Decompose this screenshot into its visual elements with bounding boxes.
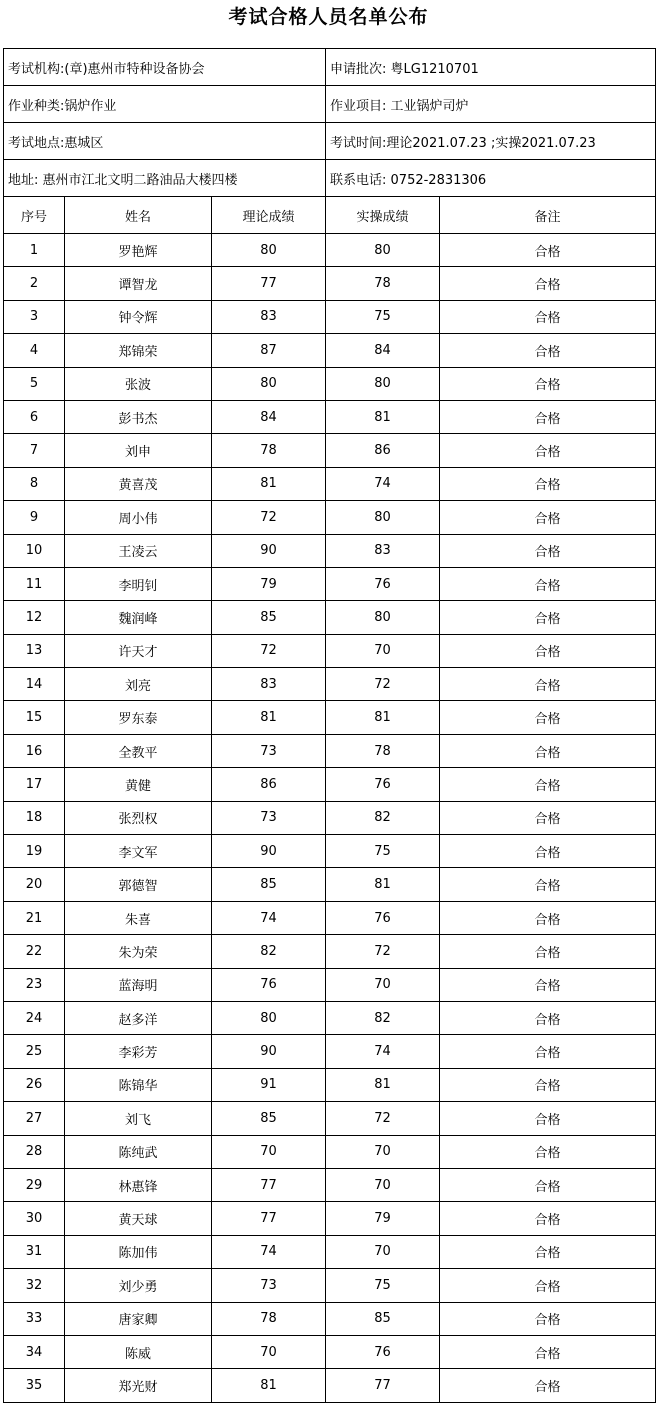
table-row: [4, 1001, 656, 1034]
person-name: 全教平: [65, 734, 212, 767]
person-name: 唐家卿: [65, 1302, 212, 1335]
table-row: [4, 567, 656, 600]
contact-phone: 联系电话: 0752-2831306: [326, 160, 656, 197]
remark: 合格: [440, 1102, 656, 1135]
person-name: 郭德智: [65, 868, 212, 901]
row-number: 10: [4, 534, 65, 567]
table-row: [4, 901, 656, 934]
remark: 合格: [440, 534, 656, 567]
remark: 合格: [440, 901, 656, 934]
person-name: 许天才: [65, 634, 212, 667]
practical-score: 77: [326, 1369, 440, 1402]
remark: 合格: [440, 968, 656, 1001]
page-title: 考试合格人员名单公布: [228, 6, 429, 28]
practical-score: 81: [326, 701, 440, 734]
remark: 合格: [440, 801, 656, 834]
row-number: 15: [4, 701, 65, 734]
remark: 合格: [440, 835, 656, 868]
person-name: 陈纯武: [65, 1135, 212, 1168]
table-row: [4, 1369, 656, 1402]
row-number: 26: [4, 1068, 65, 1101]
practical-score: 72: [326, 935, 440, 968]
theory-score: 78: [212, 1302, 326, 1335]
practical-score: 75: [326, 1269, 440, 1302]
row-number: 13: [4, 634, 65, 667]
theory-score: 80: [212, 1001, 326, 1034]
theory-score: 87: [212, 334, 326, 367]
table-row: [4, 334, 656, 367]
remark: 合格: [440, 1369, 656, 1402]
person-name: 李明钊: [65, 567, 212, 600]
person-name: 刘亮: [65, 668, 212, 701]
theory-score: 74: [212, 1235, 326, 1268]
practical-score: 75: [326, 300, 440, 333]
practical-score: 81: [326, 868, 440, 901]
theory-score: 73: [212, 734, 326, 767]
practical-score: 80: [326, 234, 440, 267]
remark: 合格: [440, 1302, 656, 1335]
person-name: 彭书杰: [65, 400, 212, 433]
application-batch: 申请批次: 粤LG1210701: [326, 49, 656, 86]
remark: 合格: [440, 701, 656, 734]
theory-score: 84: [212, 400, 326, 433]
row-number: 22: [4, 935, 65, 968]
person-name: 刘少勇: [65, 1269, 212, 1302]
practical-score: 85: [326, 1302, 440, 1335]
remark: 合格: [440, 1068, 656, 1101]
person-name: 朱为荣: [65, 935, 212, 968]
table-row: [4, 467, 656, 500]
practical-score: 81: [326, 1068, 440, 1101]
row-number: 33: [4, 1302, 65, 1335]
row-number: 32: [4, 1269, 65, 1302]
column-header: 序号: [4, 197, 65, 234]
person-name: 朱喜: [65, 901, 212, 934]
row-number: 25: [4, 1035, 65, 1068]
remark: 合格: [440, 734, 656, 767]
remark: 合格: [440, 234, 656, 267]
person-name: 李彩芳: [65, 1035, 212, 1068]
person-name: 陈威: [65, 1335, 212, 1368]
theory-score: 83: [212, 668, 326, 701]
table-row: [4, 1269, 656, 1302]
table-row: [4, 768, 656, 801]
table-row: [4, 434, 656, 467]
row-number: 29: [4, 1168, 65, 1201]
remark: 合格: [440, 935, 656, 968]
row-number: 1: [4, 234, 65, 267]
person-name: 李文军: [65, 835, 212, 868]
practical-score: 76: [326, 901, 440, 934]
person-name: 周小伟: [65, 501, 212, 534]
remark: 合格: [440, 1202, 656, 1235]
row-number: 30: [4, 1202, 65, 1235]
practical-score: 70: [326, 634, 440, 667]
table-row: [4, 267, 656, 300]
theory-score: 83: [212, 300, 326, 333]
practical-score: 78: [326, 734, 440, 767]
practical-score: 74: [326, 1035, 440, 1068]
table-row: [4, 801, 656, 834]
remark: 合格: [440, 601, 656, 634]
remark: 合格: [440, 267, 656, 300]
theory-score: 72: [212, 501, 326, 534]
theory-score: 85: [212, 1102, 326, 1135]
row-number: 28: [4, 1135, 65, 1168]
table-row: [4, 1068, 656, 1101]
row-number: 12: [4, 601, 65, 634]
remark: 合格: [440, 467, 656, 500]
roster-table: [3, 48, 656, 1403]
column-header: 实操成绩: [326, 197, 440, 234]
theory-score: 81: [212, 701, 326, 734]
table-row: [4, 868, 656, 901]
remark: 合格: [440, 668, 656, 701]
remark: 合格: [440, 334, 656, 367]
table-row: [4, 968, 656, 1001]
person-name: 林惠锋: [65, 1168, 212, 1201]
practical-score: 80: [326, 367, 440, 400]
table-row: [4, 534, 656, 567]
table-row: [4, 1202, 656, 1235]
table-row: [4, 634, 656, 667]
practical-score: 76: [326, 1335, 440, 1368]
column-header: 备注: [440, 197, 656, 234]
table-row: [4, 1135, 656, 1168]
work-category: 作业种类:锅炉作业: [4, 86, 326, 123]
practical-score: 70: [326, 968, 440, 1001]
practical-score: 80: [326, 601, 440, 634]
row-number: 11: [4, 567, 65, 600]
person-name: 陈加伟: [65, 1235, 212, 1268]
theory-score: 70: [212, 1135, 326, 1168]
theory-score: 77: [212, 1168, 326, 1201]
remark: 合格: [440, 1235, 656, 1268]
table-row: [4, 367, 656, 400]
theory-score: 77: [212, 1202, 326, 1235]
remark: 合格: [440, 868, 656, 901]
theory-score: 90: [212, 1035, 326, 1068]
person-name: 蓝海明: [65, 968, 212, 1001]
practical-score: 79: [326, 1202, 440, 1235]
theory-score: 85: [212, 868, 326, 901]
practical-score: 76: [326, 567, 440, 600]
row-number: 6: [4, 400, 65, 433]
person-name: 张波: [65, 367, 212, 400]
row-number: 7: [4, 434, 65, 467]
row-number: 21: [4, 901, 65, 934]
theory-score: 73: [212, 801, 326, 834]
practical-score: 81: [326, 400, 440, 433]
person-name: 谭智龙: [65, 267, 212, 300]
person-name: 陈锦华: [65, 1068, 212, 1101]
row-number: 31: [4, 1235, 65, 1268]
table-row: [4, 1302, 656, 1335]
remark: 合格: [440, 1001, 656, 1034]
person-name: 刘申: [65, 434, 212, 467]
remark: 合格: [440, 1035, 656, 1068]
person-name: 黄喜茂: [65, 467, 212, 500]
theory-score: 73: [212, 1269, 326, 1302]
table-row: [4, 1335, 656, 1368]
row-number: 18: [4, 801, 65, 834]
exam-time: 考试时间:理论2021.07.23 ;实操2021.07.23: [326, 123, 656, 160]
practical-score: 75: [326, 835, 440, 868]
table-row: [4, 1102, 656, 1135]
table-row: [4, 835, 656, 868]
table-row: [4, 668, 656, 701]
person-name: 张烈权: [65, 801, 212, 834]
theory-score: 81: [212, 1369, 326, 1402]
theory-score: 80: [212, 234, 326, 267]
theory-score: 86: [212, 768, 326, 801]
practical-score: 72: [326, 668, 440, 701]
row-number: 14: [4, 668, 65, 701]
practical-score: 70: [326, 1135, 440, 1168]
theory-score: 90: [212, 835, 326, 868]
table-row: [4, 234, 656, 267]
row-number: 17: [4, 768, 65, 801]
theory-score: 72: [212, 634, 326, 667]
remark: 合格: [440, 634, 656, 667]
practical-score: 84: [326, 334, 440, 367]
row-number: 20: [4, 868, 65, 901]
remark: 合格: [440, 501, 656, 534]
remark: 合格: [440, 1335, 656, 1368]
column-header: 理论成绩: [212, 197, 326, 234]
practical-score: 70: [326, 1235, 440, 1268]
column-header: 姓名: [65, 197, 212, 234]
row-number: 24: [4, 1001, 65, 1034]
table-row: [4, 300, 656, 333]
row-number: 34: [4, 1335, 65, 1368]
row-number: 3: [4, 300, 65, 333]
table-row: [4, 1035, 656, 1068]
table-header-row: [4, 197, 656, 234]
theory-score: 77: [212, 267, 326, 300]
remark: 合格: [440, 768, 656, 801]
practical-score: 74: [326, 467, 440, 500]
row-number: 9: [4, 501, 65, 534]
person-name: 郑光财: [65, 1369, 212, 1402]
row-number: 8: [4, 467, 65, 500]
work-item: 作业项目: 工业锅炉司炉: [326, 86, 656, 123]
theory-score: 79: [212, 567, 326, 600]
practical-score: 76: [326, 768, 440, 801]
table-row: [4, 1168, 656, 1201]
practical-score: 86: [326, 434, 440, 467]
practical-score: 83: [326, 534, 440, 567]
person-name: 钟令辉: [65, 300, 212, 333]
person-name: 刘飞: [65, 1102, 212, 1135]
row-number: 35: [4, 1369, 65, 1402]
practical-score: 82: [326, 1001, 440, 1034]
theory-score: 85: [212, 601, 326, 634]
address: 地址: 惠州市江北文明二路油品大楼四楼: [4, 160, 326, 197]
person-name: 罗艳辉: [65, 234, 212, 267]
row-number: 27: [4, 1102, 65, 1135]
row-number: 23: [4, 968, 65, 1001]
person-name: 王凌云: [65, 534, 212, 567]
row-number: 16: [4, 734, 65, 767]
row-number: 19: [4, 835, 65, 868]
row-number: 2: [4, 267, 65, 300]
remark: 合格: [440, 567, 656, 600]
table-row: [4, 501, 656, 534]
info-row-org: [4, 49, 656, 86]
person-name: 黄健: [65, 768, 212, 801]
remark: 合格: [440, 1269, 656, 1302]
exam-org: 考试机构:(章)惠州市特种设备协会: [4, 49, 326, 86]
theory-score: 81: [212, 467, 326, 500]
practical-score: 78: [326, 267, 440, 300]
practical-score: 82: [326, 801, 440, 834]
person-name: 魏润峰: [65, 601, 212, 634]
theory-score: 82: [212, 935, 326, 968]
remark: 合格: [440, 400, 656, 433]
practical-score: 70: [326, 1168, 440, 1201]
info-row-location: [4, 123, 656, 160]
remark: 合格: [440, 1168, 656, 1201]
table-row: [4, 701, 656, 734]
theory-score: 78: [212, 434, 326, 467]
theory-score: 80: [212, 367, 326, 400]
remark: 合格: [440, 367, 656, 400]
table-row: [4, 935, 656, 968]
theory-score: 90: [212, 534, 326, 567]
exam-location: 考试地点:惠城区: [4, 123, 326, 160]
person-name: 罗东泰: [65, 701, 212, 734]
table-row: [4, 400, 656, 433]
practical-score: 80: [326, 501, 440, 534]
info-row-address: [4, 160, 656, 197]
person-name: 赵多洋: [65, 1001, 212, 1034]
remark: 合格: [440, 1135, 656, 1168]
theory-score: 76: [212, 968, 326, 1001]
remark: 合格: [440, 300, 656, 333]
practical-score: 72: [326, 1102, 440, 1135]
row-number: 5: [4, 367, 65, 400]
theory-score: 70: [212, 1335, 326, 1368]
remark: 合格: [440, 434, 656, 467]
info-row-category: [4, 86, 656, 123]
theory-score: 91: [212, 1068, 326, 1101]
row-number: 4: [4, 334, 65, 367]
table-row: [4, 1235, 656, 1268]
table-row: [4, 601, 656, 634]
person-name: 黄天球: [65, 1202, 212, 1235]
theory-score: 74: [212, 901, 326, 934]
table-row: [4, 734, 656, 767]
person-name: 郑锦荣: [65, 334, 212, 367]
